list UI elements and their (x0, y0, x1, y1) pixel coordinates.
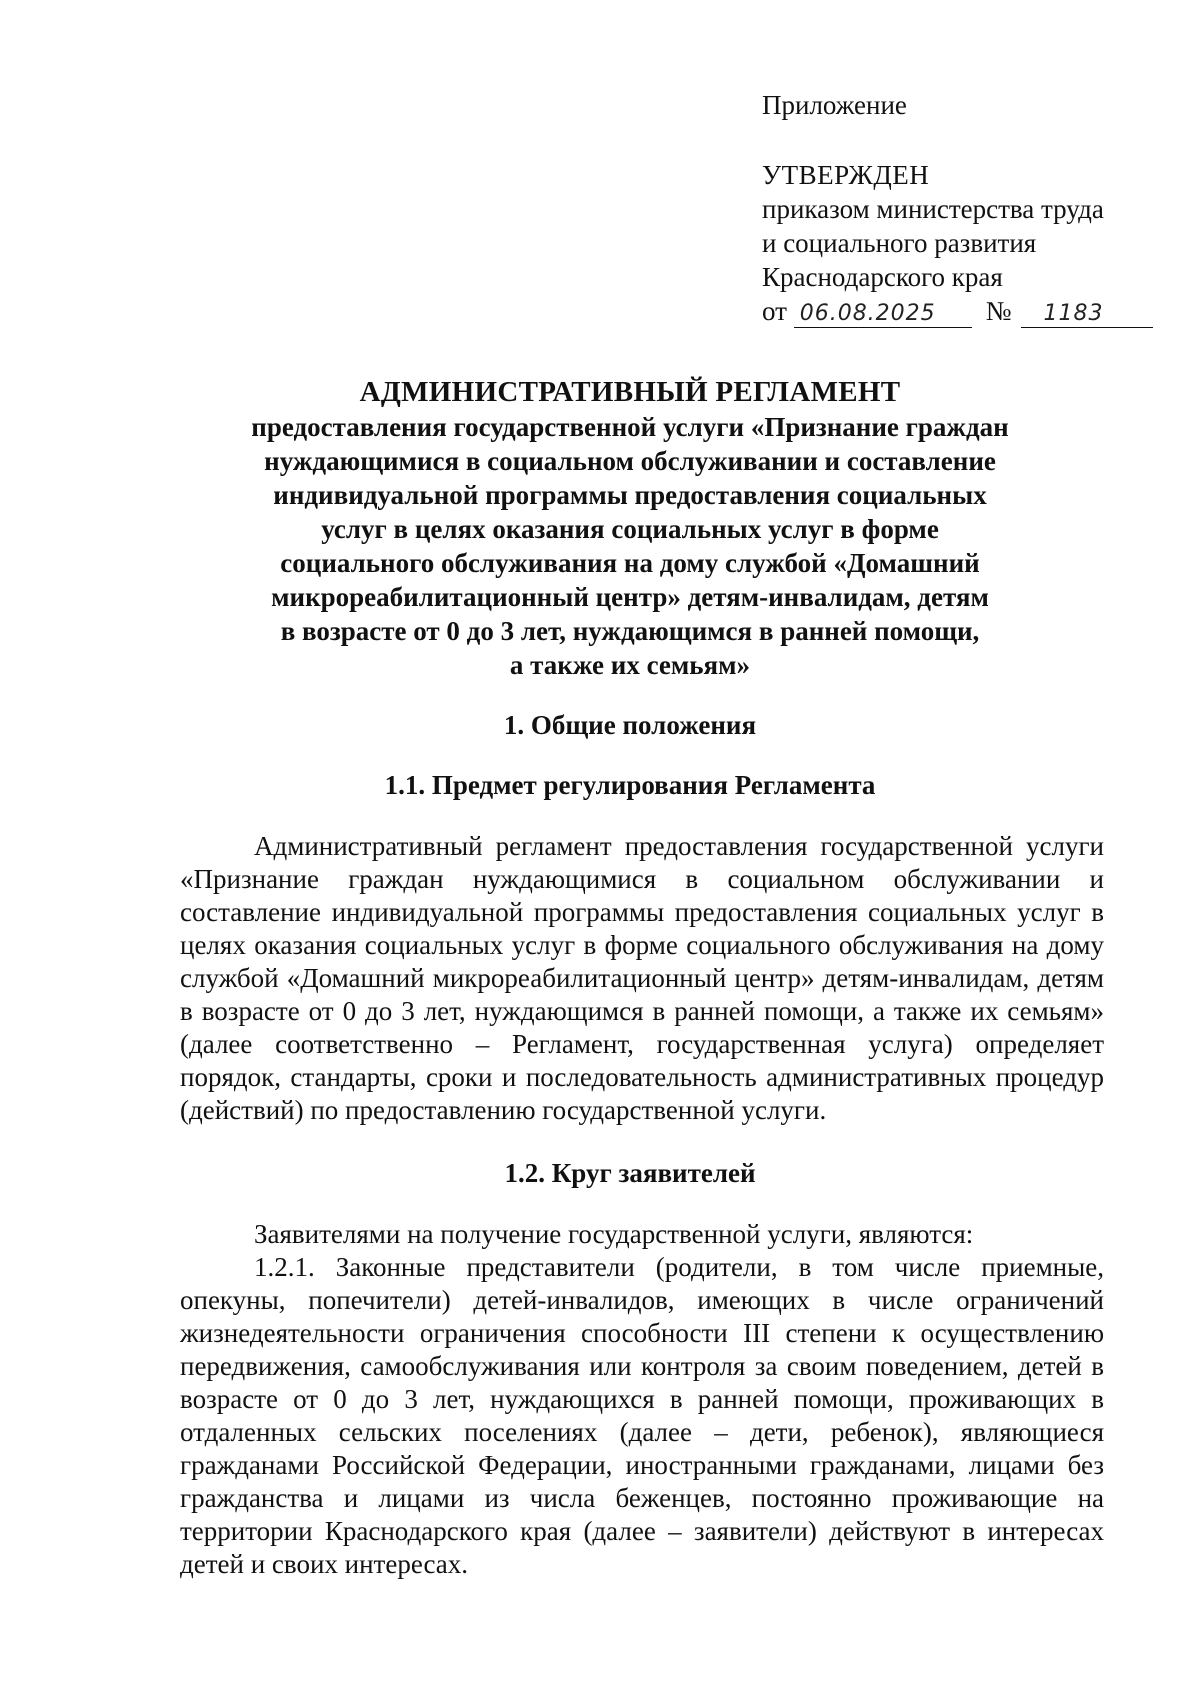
document-subtitle-line: микрореабилитационный центр» детям-инвалидам, детям (271, 582, 989, 612)
section-1-1-heading: 1.1. Предмет регулирования Регламента (384, 770, 876, 800)
document-subtitle-line: а также их семьям» (509, 650, 751, 680)
section-1-2-1-paragraph: 1.2.1. Законные представители (родители, в том числе приемные, опекуны, попечители) детей-инвалидов, имеющих в числе ограничений жизнедеятельности ограничения способности III степени к осуществлению передвижения, самообслуживания или контроля за своим поведением, детей в возрасте от 0 до 3 лет, нуждающихся в ранней помощи, проживающих в отдаленных сельских поселениях (далее – дети, ребенок), являющиеся гражданами Российской Федерации, иностранными гражданами, лицами без гражданства и лицами из числа беженцев, постоянно проживающие на территории Краснодарского края (далее – заявители) действуют в интересах детей и своих интересах. (180, 1252, 1104, 1579)
document-subtitle-line: в возрасте от 0 до 3 лет, нуждающимся в ранней помощи, (280, 616, 980, 646)
approved-label: УТВЕРЖДЕН (762, 160, 930, 190)
order-number-field (1021, 298, 1153, 328)
section-1-heading: 1. Общие положения (503, 710, 757, 740)
document-subtitle-line: нуждающимися в социальном обслуживании и составление (264, 446, 996, 476)
approval-line: и социального развития (762, 228, 1037, 258)
order-date-handwritten: 06.08.2025 (799, 301, 936, 326)
section-1-2-heading: 1.2. Круг заявителей (504, 1158, 756, 1188)
order-date-number-line (762, 294, 1142, 328)
order-date-field (794, 298, 972, 328)
document-title-block (200, 374, 1060, 682)
approval-line: Краснодарского края (762, 262, 1003, 292)
number-sign: № (985, 296, 1012, 326)
document-title: АДМИНИСТРАТИВНЫЙ РЕГЛАМЕНТ (359, 376, 901, 408)
document-subtitle-line: социального обслуживания на дому службой «Домашний (280, 548, 980, 578)
document-subtitle-line: услуг в целях оказания социальных услуг в форме (321, 514, 939, 544)
order-number-handwritten: 1183 (1043, 301, 1104, 326)
document-subtitle-line: индивидуальной программы предоставления социальных (273, 480, 987, 510)
section-1-1-paragraph: Административный регламент предоставления государственной услуги «Признание граждан нуждающимися в социальном обслуживании и составление индивидуальной программы предоставления социальных услуг в целях оказания социальных услуг в форме социального обслуживания на дому службой «Домашний микрореабилитационный центр» детям-инвалидам, детям в возрасте от 0 до 3 лет, нуждающимся в ранней помощи, а также их семьям» (далее соответственно – Регламент, государственная услуга) определяет порядок, стандарты, сроки и последовательность административных процедур (действий) по предоставлению государственной услуги. (180, 831, 1104, 1125)
section-1-2-intro: Заявителями на получение государственной услуги, являются: (254, 1219, 974, 1249)
approval-line: приказом министерства труда (762, 194, 1104, 224)
date-prefix: от (762, 296, 787, 326)
appendix-label: Приложение (762, 90, 907, 120)
approval-block (762, 88, 1142, 328)
document-subtitle-line: предоставления государственной услуги «Признание граждан (251, 412, 1009, 442)
